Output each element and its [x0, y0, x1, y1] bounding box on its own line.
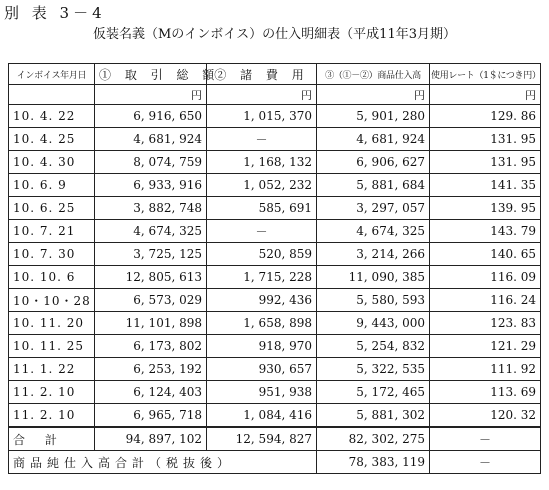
cell-invoice-date: 10. 4. 22 [9, 105, 95, 128]
cell-net-purchases: 3, 297, 057 [317, 197, 430, 220]
cell-exchange-rate: 140. 65 [430, 243, 541, 266]
unit-cell: 円 [430, 85, 541, 105]
cell-exchange-rate: 120. 32 [430, 404, 541, 428]
cell-expenses: 918, 970 [207, 335, 317, 358]
cell-total-amount: 6, 253, 192 [95, 358, 207, 381]
document-title: 仮装名義（Mのインボイス）の仕入明細表（平成11年3月期） [93, 27, 456, 42]
cell-exchange-rate: 129. 86 [430, 105, 541, 128]
table-row [9, 289, 541, 312]
cell-total-amount: 4, 674, 325 [95, 220, 207, 243]
sum-expenses: 12, 594, 827 [207, 427, 317, 451]
cell-expenses: － [207, 128, 317, 151]
table-row [9, 128, 541, 151]
cell-net-purchases: 9, 443, 000 [317, 312, 430, 335]
cell-exchange-rate: 113. 69 [430, 381, 541, 404]
cell-invoice-date: 11. 1. 22 [9, 358, 95, 381]
purchase-detail-table [8, 63, 541, 474]
unit-cell: 円 [95, 85, 207, 105]
column-header-net-purchases: ③（①－②）商品仕入高 [317, 64, 430, 85]
cell-invoice-date: 11. 2. 10 [9, 381, 95, 404]
cell-expenses: 951, 938 [207, 381, 317, 404]
table-row [9, 312, 541, 335]
cell-expenses: 1, 015, 370 [207, 105, 317, 128]
cell-net-purchases: 3, 214, 266 [317, 243, 430, 266]
table-header-row [9, 64, 541, 85]
cell-invoice-date: 10. 6. 9 [9, 174, 95, 197]
unit-cell-empty [9, 85, 95, 105]
cell-total-amount: 6, 573, 029 [95, 289, 207, 312]
sum-total: 94, 897, 102 [95, 427, 207, 451]
cell-net-purchases: 5, 172, 465 [317, 381, 430, 404]
cell-total-amount: 3, 882, 748 [95, 197, 207, 220]
cell-invoice-date: 10. 11. 25 [9, 335, 95, 358]
unit-cell: 円 [317, 85, 430, 105]
cell-total-amount: 6, 173, 802 [95, 335, 207, 358]
table-row [9, 335, 541, 358]
column-header-invoice-date: インボイス年月日 [9, 64, 95, 85]
cell-invoice-date: 10. 7. 30 [9, 243, 95, 266]
net-purchases-total-label: 商品純仕入高合計（税抜後） [9, 451, 317, 474]
cell-net-purchases: 5, 881, 684 [317, 174, 430, 197]
cell-total-amount: 8, 074, 759 [95, 151, 207, 174]
cell-exchange-rate: 141. 35 [430, 174, 541, 197]
cell-invoice-date: 11. 2. 10 [9, 404, 95, 428]
cell-net-purchases: 11, 090, 385 [317, 266, 430, 289]
cell-total-amount: 6, 933, 916 [95, 174, 207, 197]
cell-expenses: 992, 436 [207, 289, 317, 312]
table-row [9, 151, 541, 174]
cell-exchange-rate: 131. 95 [430, 128, 541, 151]
sum-row [9, 427, 541, 451]
cell-exchange-rate: 143. 79 [430, 220, 541, 243]
cell-net-purchases: 4, 674, 325 [317, 220, 430, 243]
sum-rate: － [430, 427, 541, 451]
table-row [9, 105, 541, 128]
cell-total-amount: 4, 681, 924 [95, 128, 207, 151]
unit-row [9, 85, 541, 105]
unit-cell: 円 [207, 85, 317, 105]
cell-expenses: 585, 691 [207, 197, 317, 220]
cell-net-purchases: 4, 681, 924 [317, 128, 430, 151]
table-row [9, 197, 541, 220]
cell-expenses: 1, 052, 232 [207, 174, 317, 197]
table-body [9, 85, 541, 428]
cell-invoice-date: 10. 7. 21 [9, 220, 95, 243]
column-header-expenses: ② 諸 費 用 [207, 64, 317, 85]
net-purchases-total-row [9, 451, 541, 474]
cell-invoice-date: 10. 4. 30 [9, 151, 95, 174]
table-row [9, 266, 541, 289]
cell-total-amount: 6, 965, 718 [95, 404, 207, 428]
cell-exchange-rate: 121. 29 [430, 335, 541, 358]
cell-exchange-rate: 116. 09 [430, 266, 541, 289]
table-row [9, 243, 541, 266]
cell-total-amount: 6, 916, 650 [95, 105, 207, 128]
cell-net-purchases: 5, 881, 302 [317, 404, 430, 428]
cell-total-amount: 12, 805, 613 [95, 266, 207, 289]
cell-net-purchases: 5, 322, 535 [317, 358, 430, 381]
cell-exchange-rate: 139. 95 [430, 197, 541, 220]
cell-exchange-rate: 111. 92 [430, 358, 541, 381]
cell-invoice-date: 10. 10. 6 [9, 266, 95, 289]
cell-expenses: 1, 658, 898 [207, 312, 317, 335]
cell-exchange-rate: 116. 24 [430, 289, 541, 312]
table-row [9, 174, 541, 197]
table-row [9, 358, 541, 381]
document-label: 別 表 3－4 [4, 4, 106, 22]
cell-net-purchases: 6, 906, 627 [317, 151, 430, 174]
table-row [9, 404, 541, 428]
sum-label: 合 計 [9, 427, 95, 451]
table-row [9, 220, 541, 243]
sum-net: 82, 302, 275 [317, 427, 430, 451]
net-purchases-total-value: 78, 383, 119 [317, 451, 430, 474]
cell-total-amount: 3, 725, 125 [95, 243, 207, 266]
cell-exchange-rate: 123. 83 [430, 312, 541, 335]
cell-invoice-date: 10. 4. 25 [9, 128, 95, 151]
column-header-exchange-rate: 使用レート（1＄につき円） [430, 64, 541, 85]
cell-exchange-rate: 131. 95 [430, 151, 541, 174]
cell-invoice-date: 10. 11. 20 [9, 312, 95, 335]
cell-expenses: － [207, 220, 317, 243]
cell-expenses: 930, 657 [207, 358, 317, 381]
column-header-total-amount: ① 取 引 総 額 [95, 64, 207, 85]
cell-expenses: 520, 859 [207, 243, 317, 266]
cell-net-purchases: 5, 580, 593 [317, 289, 430, 312]
table-row [9, 381, 541, 404]
cell-expenses: 1, 084, 416 [207, 404, 317, 428]
cell-invoice-date: 10・10・28 [9, 289, 95, 312]
cell-total-amount: 6, 124, 403 [95, 381, 207, 404]
cell-net-purchases: 5, 254, 832 [317, 335, 430, 358]
net-purchases-total-rate: － [430, 451, 541, 474]
cell-total-amount: 11, 101, 898 [95, 312, 207, 335]
cell-invoice-date: 10. 6. 25 [9, 197, 95, 220]
cell-expenses: 1, 715, 228 [207, 266, 317, 289]
cell-expenses: 1, 168, 132 [207, 151, 317, 174]
cell-net-purchases: 5, 901, 280 [317, 105, 430, 128]
